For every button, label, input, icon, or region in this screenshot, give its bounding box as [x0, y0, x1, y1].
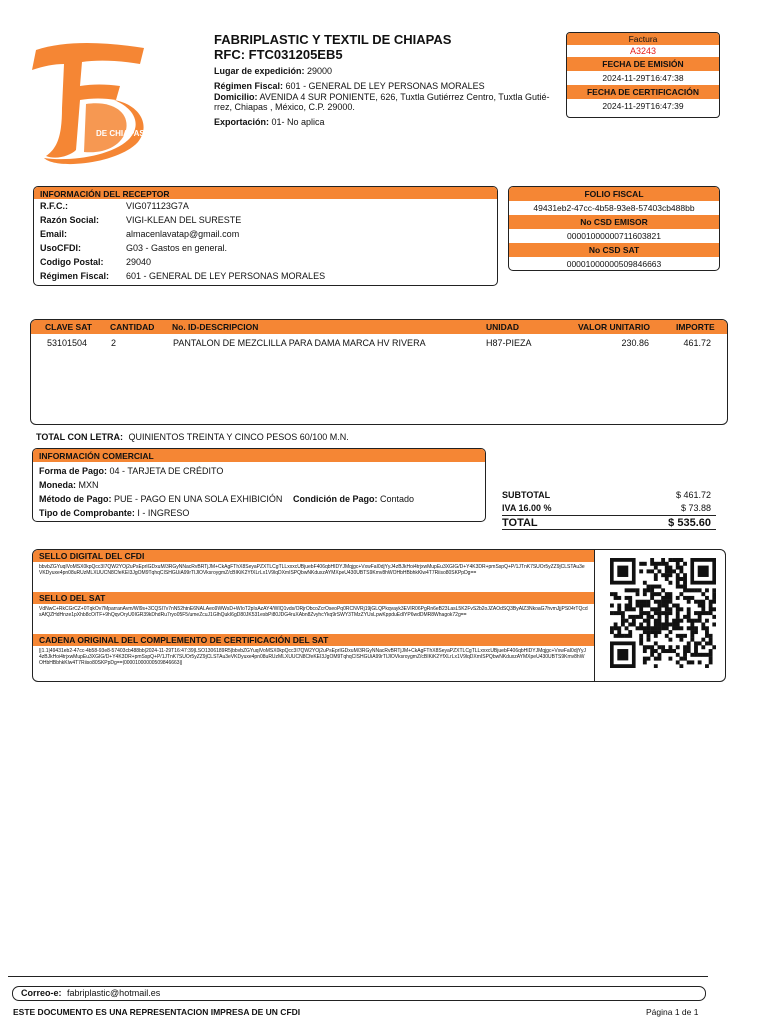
- receptor-fields: [34, 199, 497, 285]
- regimen-fiscal-emisor: Régimen Fiscal: 601 - GENERAL DE LEY PERSONAS MORALES: [214, 81, 485, 91]
- items-header: [31, 320, 727, 334]
- cadena-original-title: CADENA ORIGINAL DEL COMPLEMENTO DE CERTIFICACIÓN DEL SAT: [33, 634, 594, 646]
- fecha-certificacion-value: 2024-11-29T16:47:39: [602, 101, 684, 111]
- cadena-original-text: ||1.1|49431eb2-47cc-4b58-93e8-57403cb488bb|2024-11-29T16:47:39|LSO1306189R5|bbvbZGYuqIVoMSX0kpQcc3I7QW2YOj2uPsEprIGDxuM/3RGyNNacRvBRTjJM+CkAgFThX8SeyaPZXTLCgTLLxxxcUBjuebF406qbHIDYJMqjgc+VxwFaI0djYyJ4zBJkHoi4trjxwMupEu3XGIG/D+Y4K3DR+pmSspQ+P/1JTnK7SUOr5yZZ9jCLSTAu3eVKDyuxe4pn08uRUzMLXUUCN8CfeKEI3JgOM9TqhqCISHGUiA99rTIJlOVksroygmZ/cBIKiK2YfXLrLx1V9lqDXmISPQbwNKduxzAYMXpeU430UBTS9Kmv8hWOHbHBbhkKlw4T7Riiso80SKPpDg==|00001000000509846663||: [39, 648, 587, 666]
- cell-valor-unitario: 230.86: [621, 338, 649, 348]
- factura-folio: A3243: [629, 46, 657, 56]
- table-row: [31, 334, 727, 352]
- sellos-box: [32, 549, 726, 682]
- folio-fiscal-value: 49431eb2-47cc-4b58-93e8-57403cb488bb: [533, 203, 695, 213]
- factura-box: [566, 32, 720, 118]
- cell-importe: 461.72: [683, 338, 711, 348]
- items-table: [30, 319, 728, 425]
- company-logo: [26, 38, 154, 170]
- emisor-block: [214, 33, 554, 128]
- qr-code-icon: [610, 558, 716, 668]
- company-rfc: RFC: FTC031205EB5: [214, 47, 343, 62]
- receptor-row-rfc: R.F.C.: VIG071123G7A: [40, 201, 189, 211]
- page-number: Página 1 de 1: [646, 1007, 699, 1017]
- cell-clave: 53101504: [47, 338, 88, 348]
- totals-block: [502, 490, 716, 530]
- header-valor-unitario: VALOR UNITARIO: [578, 322, 650, 332]
- total-con-letra: TOTAL CON LETRA: QUINIENTOS TREINTA Y CINCO PESOS 60/100 M.N.: [36, 432, 349, 442]
- folio-box: [508, 186, 720, 271]
- header-importe: IMPORTE: [676, 322, 715, 332]
- total-row: TOTAL $ 535.60: [502, 516, 716, 530]
- fecha-certificacion-label: FECHA DE CERTIFICACIÓN: [567, 85, 719, 99]
- correo-box: Correo-e: fabriplastic@hotmail.es: [12, 986, 706, 1001]
- receptor-box: [33, 186, 498, 286]
- receptor-row-razon: Razón Social: VIGI-KLEAN DEL SURESTE: [40, 215, 242, 225]
- cell-descripcion: PANTALON DE MEZCLILLA PARA DAMA MARCA HV RIVERA: [173, 338, 426, 348]
- fecha-emision-label: FECHA DE EMISIÓN: [567, 57, 719, 71]
- csd-sat-value: 00001000000509846663: [566, 259, 662, 269]
- lugar-expedicion: Lugar de expedición: 29000: [214, 66, 333, 76]
- cell-cantidad: 2: [111, 338, 117, 348]
- domicilio-line2: rrez, Chiapas , México, C.P. 29000.: [214, 102, 355, 112]
- receptor-row-regimen: Régimen Fiscal: 601 - GENERAL DE LEY PERSONAS MORALES: [40, 271, 326, 281]
- metodo-pago: Método de Pago: PUE - PAGO EN UNA SOLA EXHIBICIÓN Condición de Pago: Contado: [39, 494, 415, 504]
- header-cantidad: CANTIDAD: [110, 322, 155, 332]
- header-unidad: UNIDAD: [486, 322, 520, 332]
- exportacion: Exportación: 01- No aplica: [214, 117, 325, 127]
- csd-emisor-value: 00001000000711603821: [567, 231, 661, 241]
- receptor-title: INFORMACIÓN DEL RECEPTOR: [34, 187, 497, 199]
- footer-divider: [8, 976, 708, 977]
- factura-label: Factura: [567, 33, 719, 45]
- comercial-box: [32, 448, 486, 522]
- csd-emisor-label: No CSD EMISOR: [509, 215, 719, 229]
- csd-sat-label: No CSD SAT: [509, 243, 719, 257]
- forma-pago: Forma de Pago: 04 - TARJETA DE CRÉDITO: [39, 466, 224, 476]
- sello-sat-text: VdNwC+RkCGrCZ+0TqkOv7MparranAvm/Wl9s+3CQSI7v7nN52htnE6NALAeo9WWsD+WIoT2pIsAzAY4/WIQ1vds/ORjrObcoZcrOseoPq0RCNVRj19jGLQPkqvayk3EVlR06PgRn6eB23LasL5K2FvS2b2oJZAOdSQ3ByAlZ3NkoaG7hvmJjjPS04rTQcdsAfQZHdHnze1pXhb8cO/TF+9hQqvOryU0IGR39kDhdRu7ryo05F5/umeZcuJ1GlhQukI6gD80JK531esbPi80JDG4ruXAbn8ZvyhcYkq9rSWY3TMzZYUsLpwKppduEdlYP6wdDMR8Whagok72g==: [39, 606, 588, 618]
- folio-fiscal-label: FOLIO FISCAL: [509, 187, 719, 201]
- cell-unidad: H87-PIEZA: [486, 338, 532, 348]
- company-name: FABRIPLASTIC Y TEXTIL DE CHIAPAS: [214, 32, 452, 47]
- header-descripcion: No. ID-DESCRIPCION: [172, 322, 259, 332]
- subtotal-row: SUBTOTAL $ 461.72: [502, 490, 711, 500]
- sello-sat-title: SELLO DEL SAT: [33, 592, 594, 604]
- domicilio: Domicilio: AVENIDA 4 SUR PONIENTE, 626, Tuxtla Gutiérrez Centro, Tuxtla Gutié-: [214, 92, 550, 102]
- receptor-row-cp: Codigo Postal: 29040: [40, 257, 152, 267]
- iva-row: IVA 16.00 % $ 73.88: [502, 503, 716, 516]
- comercial-title: INFORMACIÓN COMERCIAL: [33, 449, 485, 462]
- tipo-comprobante: Tipo de Comprobante: I - INGRESO: [39, 508, 190, 518]
- sello-cfdi-title: SELLO DIGITAL DEL CFDI: [33, 550, 594, 562]
- leyenda-cfdi: ESTE DOCUMENTO ES UNA REPRESENTACION IMPRESA DE UN CFDI: [13, 1007, 301, 1017]
- sello-cfdi-text: bbvbZGYuqIVoMSX0kpQcc3I7QW2YOj2uPsEprIGDxuM/3RGyNNacRvBRTjJM+CkAgFThX8SeyaPZXTLCgTLLxxxcUBjuebF406qbHIDYJMqjgc+VxwFaI0djYyJ4zBJkHoi4trjxwMupEu3XGIG/D+Y4K3DR+pmSspQ+P/1JTnK7SUOr5yZZ9jCLSTAu3eVKDyuxe4pn08uRUzMLXUUCN8CfeKEI3JgOM9TqhqCISHGUiA99rTIJlOVksroygmZ/cBIKiK2YfXLrLx1V9lqDXmISPQbwNKduxzAYMXpeU430UBTS9Kmv8hWOHbHBbhkKlw4T7Riiso80SKPpDg==: [39, 564, 585, 576]
- logo-text: DE CHIAPAS: [96, 129, 145, 138]
- fecha-emision-value: 2024-11-29T16:47:38: [602, 73, 684, 83]
- receptor-row-email: Email: almacenlavatap@gmail.com: [40, 229, 240, 239]
- moneda: Moneda: MXN: [39, 480, 99, 490]
- header-clave: CLAVE SAT: [45, 322, 92, 332]
- condicion-pago: Condición de Pago: Contado: [293, 494, 415, 504]
- receptor-row-uso: UsoCFDI: G03 - Gastos en general.: [40, 243, 228, 253]
